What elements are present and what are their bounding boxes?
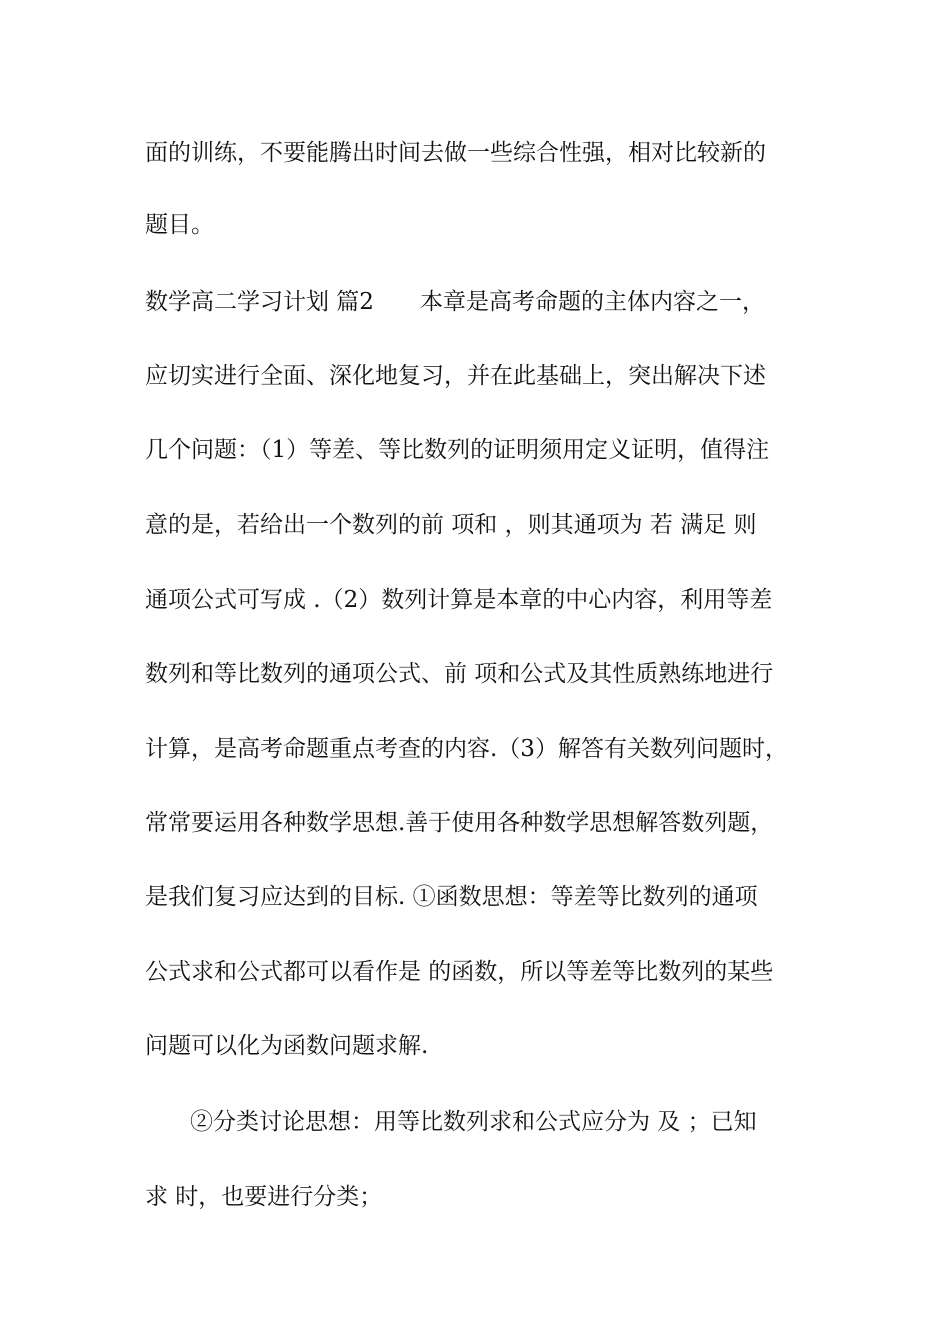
text-line-14: ②分类讨论思想：用等比数列求和公式应分为 及 ；已知 [190,1109,757,1135]
text-line-5: 几个问题：（1）等差、等比数列的证明须用定义证明，值得注 [145,437,770,463]
text-line-3: 数学高二学习计划 篇2 本章是高考命题的主体内容之一， [145,289,765,315]
text-line-10: 常常要运用各种数学思想.善于使用各种数学思想解答数列题， [145,810,774,836]
text-line-15: 求 时，也要进行分类； [145,1184,383,1210]
text-line-2: 题目。 [145,212,214,238]
text-line-13: 问题可以化为函数问题求解. [145,1033,429,1059]
text-line-7: 通项公式可写成 .（2）数列计算是本章的中心内容，利用等差 [145,587,773,613]
text-line-11: 是我们复习应达到的目标. ①函数思想：等差等比数列的通项 [145,884,758,910]
text-line-4: 应切实进行全面、深化地复习，并在此基础上，突出解决下述 [145,363,766,389]
text-line-8: 数列和等比数列的通项公式、前 项和公式及其性质熟练地进行 [145,661,774,687]
text-line-6: 意的是，若给出一个数列的前 项和 ，则其通项为 若 满足 则 [145,512,757,538]
text-line-9: 计算，是高考命题重点考查的内容.（3）解答有关数列问题时， [145,736,788,762]
text-line-1: 面的训练，不要能腾出时间去做一些综合性强，相对比较新的 [145,140,766,166]
text-line-12: 公式求和公式都可以看作是 的函数，所以等差等比数列的某些 [145,959,774,985]
